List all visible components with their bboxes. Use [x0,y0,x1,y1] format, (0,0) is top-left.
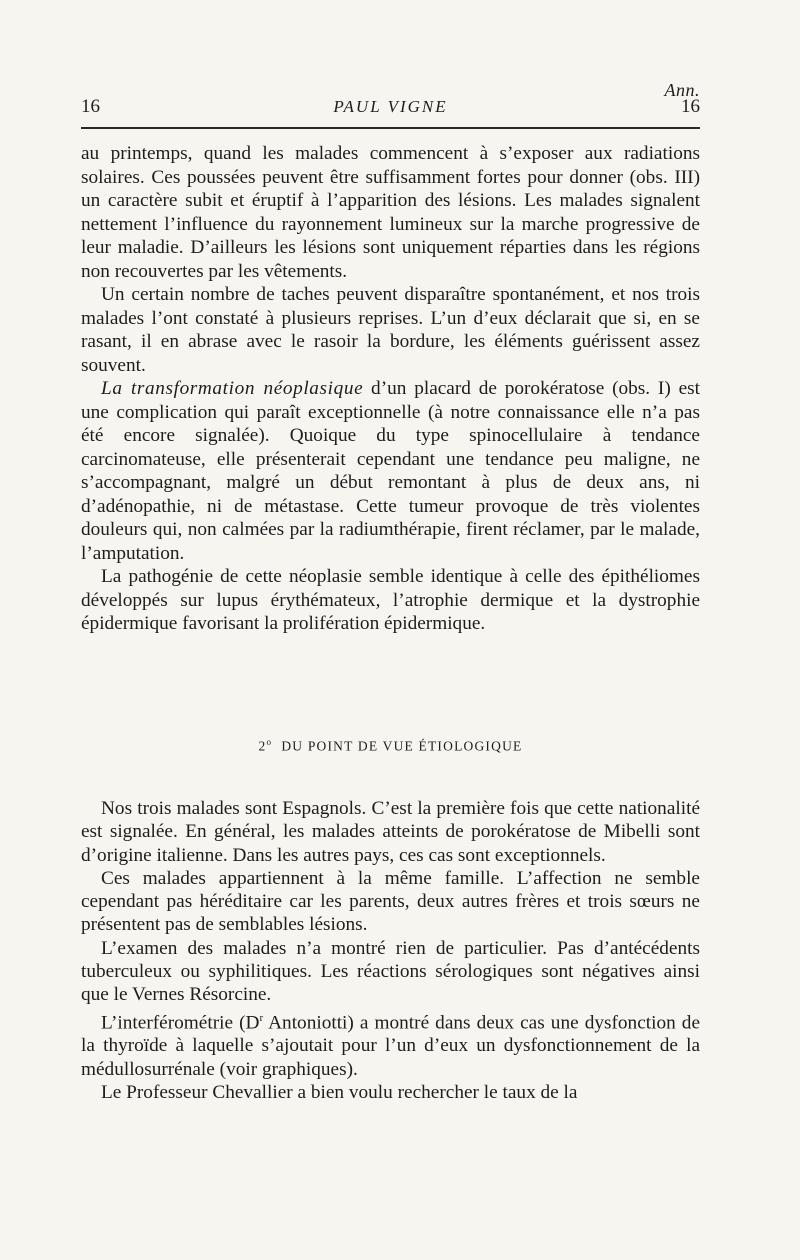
paragraph: Le Professeur Chevallier a bien voulu rechercher le taux de la [101,1081,578,1103]
paragraph: L’examen des malades n’a montré rien de particulier. Pas d’antécédents tuberculeux ou syphilitiques. Les réactions sérologiques sont négatives ainsi que le Vernes Résorcine. [81,937,700,1006]
header-rule [81,127,700,129]
body-text-upper [81,142,700,636]
paragraph: Nos trois malades sont Espagnols. C’est la première fois que cette nationalité est signalée. En général, les malades atteints de porokératose de Mibelli sont d’origine italienne. Dans les autres pays, ces cas sont exceptionnels. [81,798,700,866]
paragraph: La pathogénie de cette néoplasie semble identique à celle des épithéliomes développés sur lupus érythémateux, l’atrophie dermique et la dystrophie épidermique favorisant la prolifération épidermique. [81,566,700,634]
margin-annotation: Ann. [664,80,700,100]
section-degree: o [266,737,273,747]
paragraph-text: Antoniotti) a montré dans deux cas une dysfonction de la thyroïde à laquelle s’ajoutait pour l’un d’eux un dysfonctionnement de la médullosurrénale (voir graphiques). [81,1012,701,1080]
page-number-left: 16 [81,96,100,117]
italic-phrase: La transformation néoplasique [101,378,364,399]
superscript: r [259,1011,264,1024]
paragraph-text: L’interférométrie (D [101,1012,260,1034]
paragraph: Un certain nombre de taches peuvent disparaître spontanément, et nos trois malades l’ont constaté à plusieurs reprises. L’un d’eux déclarait que si, en se rasant, il en abrase avec le rasoir la bordure, les éléments guérissent assez souvent. [81,284,700,376]
paragraph [81,377,700,565]
running-header [81,96,700,118]
page-number-right: 16 [680,96,700,117]
section-number: 2 [258,738,267,754]
running-title: PAUL VIGNE [333,97,448,116]
section-heading [81,737,700,755]
body-text-lower [81,797,700,1104]
section-title: DU POINT DE VUE ÉTIOLOGIQUE [281,738,523,754]
paragraph: au printemps, quand les malades commencent à s’exposer aux radiations solaires. Ces poussées peuvent être suffisamment fortes pour donner (obs. III) un caractère subit et éruptif à l’apparition des lésions. Les malades signalent nettement l’influence du rayonnement lumineux sur la marche progressive de leur maladie. D’ailleurs les lésions sont uniquement réparties dans les régions non recouvertes par les vêtements. [81,143,700,282]
paragraph-text: d’un placard de porokératose (obs. I) est une complication qui paraît exceptionnelle (à notre connaissance elle n’a pas été encore signalée). Quoique du type spinocellulaire à tendance carcinomateuse, elle présenterait cependant une tendance peu maligne, ne s’accompagnant, malgré un début remontant à plus de deux ans, ni d’adénopathie, ni de métastase. Cette tumeur provoque de très violentes douleurs qui, non calmées par la radiumthérapie, firent réclamer, par le malade, l’amputation. [81,378,700,564]
paragraph [81,1007,700,1081]
paragraph: Ces malades appartiennent à la même famille. L’affection ne semble cependant pas héréditaire car les parents, deux autres frères et trois sœurs ne présentent pas de semblables lésions. [81,867,700,936]
